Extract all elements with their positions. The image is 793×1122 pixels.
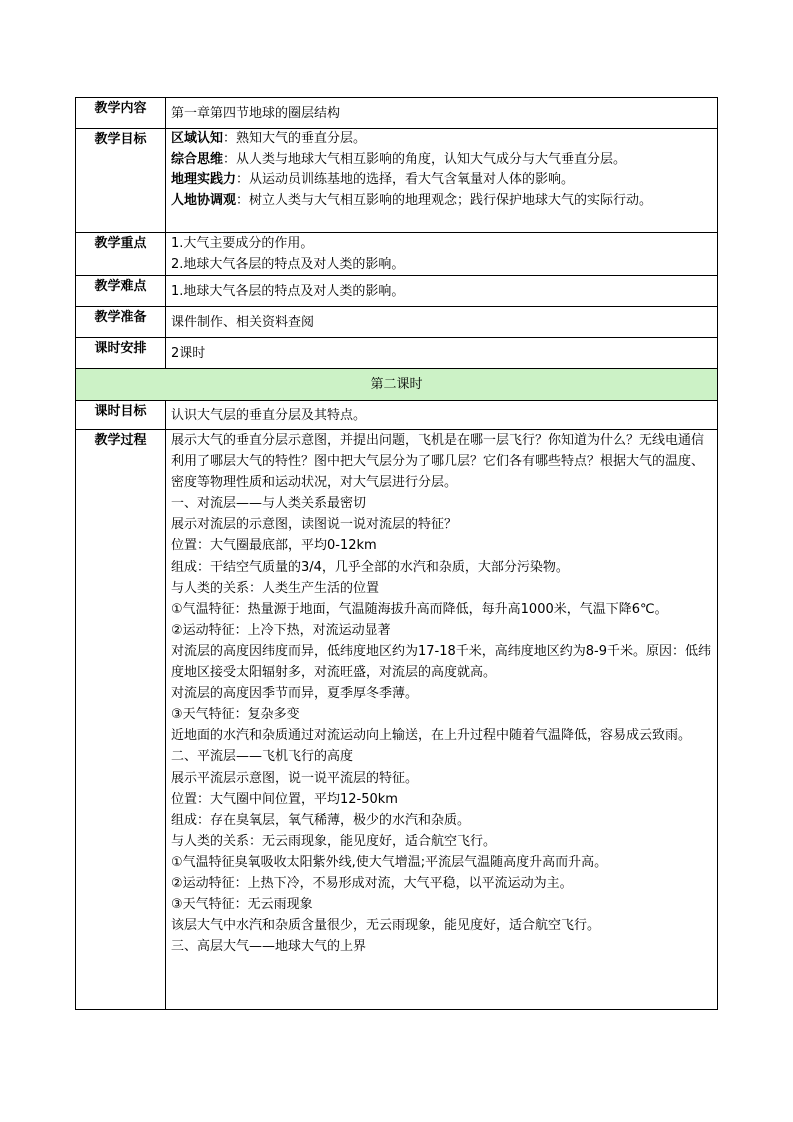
goal-text: ：从运动员训练基地的选择，看大气含氧量对人体的影响。 bbox=[236, 172, 575, 187]
goal-item bbox=[171, 170, 712, 191]
goal-text: ：从人类与地球大气相互影响的角度，认知大气成分与大气垂直分层。 bbox=[223, 151, 627, 167]
process-line: 二、平流层——飞机飞行的高度 bbox=[171, 749, 354, 765]
process-line: 与人类的关系：人类生产生活的位置 bbox=[171, 580, 380, 596]
process-line: ①气温特征臭氧吸收太阳紫外线,使大气增温;平流层气温随高度升高而升高。 bbox=[171, 854, 608, 870]
process-line: 展示对流层的示意图，读图说一说对流层的特征？ bbox=[171, 517, 458, 533]
label-lesson-goal: 课时目标 bbox=[76, 401, 166, 430]
process-line: 位置：大气圈最底部，平均0-12km bbox=[171, 538, 377, 554]
goal-text: ：熟知大气的垂直分层。 bbox=[223, 131, 367, 146]
row-schedule bbox=[76, 338, 718, 369]
goal-item bbox=[171, 191, 712, 212]
process-line: ②运动特征：上冷下热，对流运动显著 bbox=[171, 622, 391, 638]
row-teaching-content bbox=[76, 98, 718, 129]
row-preparation bbox=[76, 307, 718, 338]
teaching-goals-list bbox=[166, 129, 718, 233]
key-point: 1.大气主要成分的作用。 bbox=[171, 236, 314, 251]
key-points-list bbox=[166, 233, 718, 276]
goal-text: ：树立人类与大气相互影响的地理观念；践行保护地球大气的实际行动。 bbox=[236, 192, 653, 208]
lesson-goal-value: 认识大气层的垂直分层及其特点。 bbox=[166, 401, 718, 430]
process-line: 近地面的水汽和杂质通过对流运动向上输送，在上升过程中随着气温降低，容易成云致雨。 bbox=[171, 728, 692, 744]
preparation-value: 课件制作、相关资料查阅 bbox=[166, 307, 718, 338]
schedule-value: 2课时 bbox=[166, 338, 718, 369]
process-line: 对流层的高度因纬度而异，低纬度地区约为17-18千米，高纬度地区约为8-9千米。原因：低纬度地区接受太阳辐射多，对流旺盛，对流层的高度就高。 bbox=[171, 643, 712, 681]
key-point: 2.地球大气各层的特点及对人类的影响。 bbox=[171, 257, 405, 272]
row-difficulties bbox=[76, 276, 718, 307]
process-line: 展示大气的垂直分层示意图，并提出问题，飞机是在哪一层飞行？你知道为什么？无线电通信利用了哪层大气的特性？图中把大气层分为了哪几层？它们各有哪些特点？根据大气的温度、密度等物理性质和运动状况，对大气层进行分层。 bbox=[171, 433, 705, 491]
label-preparation: 教学准备 bbox=[76, 307, 166, 338]
process-line: 位置：大气圈中间位置，平均12-50km bbox=[171, 791, 398, 807]
goal-key: 地理实践力 bbox=[171, 172, 237, 187]
teaching-content-value: 第一章第四节地球的圈层结构 bbox=[166, 98, 718, 129]
label-teaching-goals: 教学目标 bbox=[76, 129, 166, 233]
process-line: 与人类的关系：无云雨现象，能见度好，适合航空飞行。 bbox=[171, 833, 497, 849]
label-difficulties: 教学难点 bbox=[76, 276, 166, 307]
row-key-points bbox=[76, 233, 718, 276]
process-line: ②运动特征：上热下冷，不易形成对流，大气平稳，以平流运动为主。 bbox=[171, 875, 573, 891]
row-lesson-title bbox=[76, 369, 718, 401]
process-line: 三、高层大气——地球大气的上界 bbox=[171, 939, 367, 955]
process-line: 一、对流层——与人类关系最密切 bbox=[171, 496, 367, 512]
goal-key: 综合思维 bbox=[171, 151, 224, 167]
goal-key: 人地协调观 bbox=[171, 192, 237, 208]
row-teaching-goals bbox=[76, 129, 718, 233]
teaching-process-body bbox=[166, 430, 718, 1010]
process-line: ①气温特征：热量源于地面，气温随海拔升高而降低，每升高1000米，气温下降6℃。 bbox=[171, 601, 668, 617]
lesson-title: 第二课时 bbox=[76, 369, 718, 401]
process-line: 组成：存在臭氧层，氧气稀薄，极少的水汽和杂质。 bbox=[171, 812, 471, 828]
process-line: ③天气特征：复杂多变 bbox=[171, 707, 300, 723]
process-line: 对流层的高度因季节而异，夏季厚冬季薄。 bbox=[171, 686, 419, 702]
process-line: 该层大气中水汽和杂质含量很少，无云雨现象，能见度好，适合航空飞行。 bbox=[171, 918, 601, 934]
difficulties-value: 1.地球大气各层的特点及对人类的影响。 bbox=[166, 276, 718, 307]
label-schedule: 课时安排 bbox=[76, 338, 166, 369]
process-line: ③天气特征：无云雨现象 bbox=[171, 897, 313, 913]
row-lesson-goal bbox=[76, 401, 718, 430]
goal-item bbox=[171, 129, 712, 150]
process-line: 组成：干结空气质量的3/4，几乎全部的水汽和杂质，大部分污染物。 bbox=[171, 559, 569, 575]
goal-key: 区域认知 bbox=[171, 131, 224, 146]
label-teaching-process: 教学过程 bbox=[76, 430, 166, 1010]
process-line: 展示平流层示意图，说一说平流层的特征。 bbox=[171, 770, 419, 786]
label-key-points: 教学重点 bbox=[76, 233, 166, 276]
label-teaching-content: 教学内容 bbox=[76, 98, 166, 129]
lesson-plan-table bbox=[75, 97, 718, 1010]
row-teaching-process bbox=[76, 430, 718, 1010]
goal-item bbox=[171, 150, 712, 171]
